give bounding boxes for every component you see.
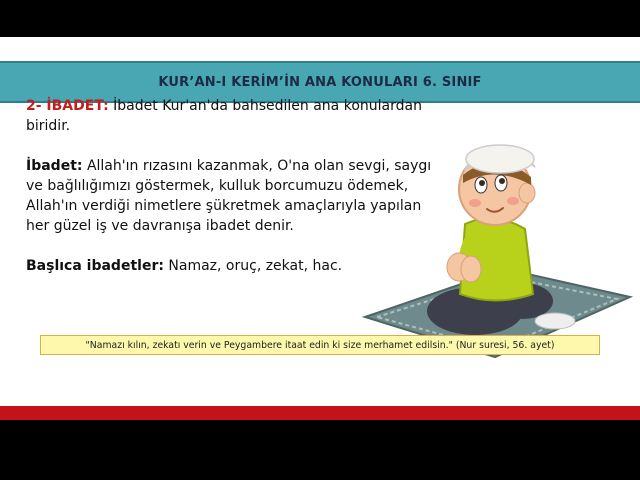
intro-text: İbadet Kur'an'da bahsedilen ana konulardan biridir. <box>26 98 422 134</box>
definition-text: Allah'ın rızasını kazanmak, O'na olan sevgi, saygı ve bağlılığımızı göstermek, kulluk borcumuzu ödemek, Allah'ın verdiği nimetlere şükretmek amaçlarıyla yapılan her güzel iş ve davranışa ibadet denir. <box>26 158 432 234</box>
intro-label: 2- İBADET: <box>26 98 109 114</box>
examples-label: Başlıca ibadetler: <box>26 258 164 274</box>
bottom-red-bar <box>0 406 640 420</box>
praying-boy-icon <box>355 119 635 369</box>
quote-text: "Namazı kılın, zekatı verin ve Peygambere itaat edin ki size merhamet edilsin." (Nur suresi, 56. ayet) <box>85 339 555 351</box>
slide-title: KUR’AN-I KERİM’İN ANA KONULARI 6. SINIF <box>158 74 482 90</box>
quote-box <box>40 335 600 355</box>
examples-text: Namaz, oruç, zekat, hac. <box>163 258 343 274</box>
slide <box>0 37 640 420</box>
definition-label: İbadet: <box>26 158 83 174</box>
